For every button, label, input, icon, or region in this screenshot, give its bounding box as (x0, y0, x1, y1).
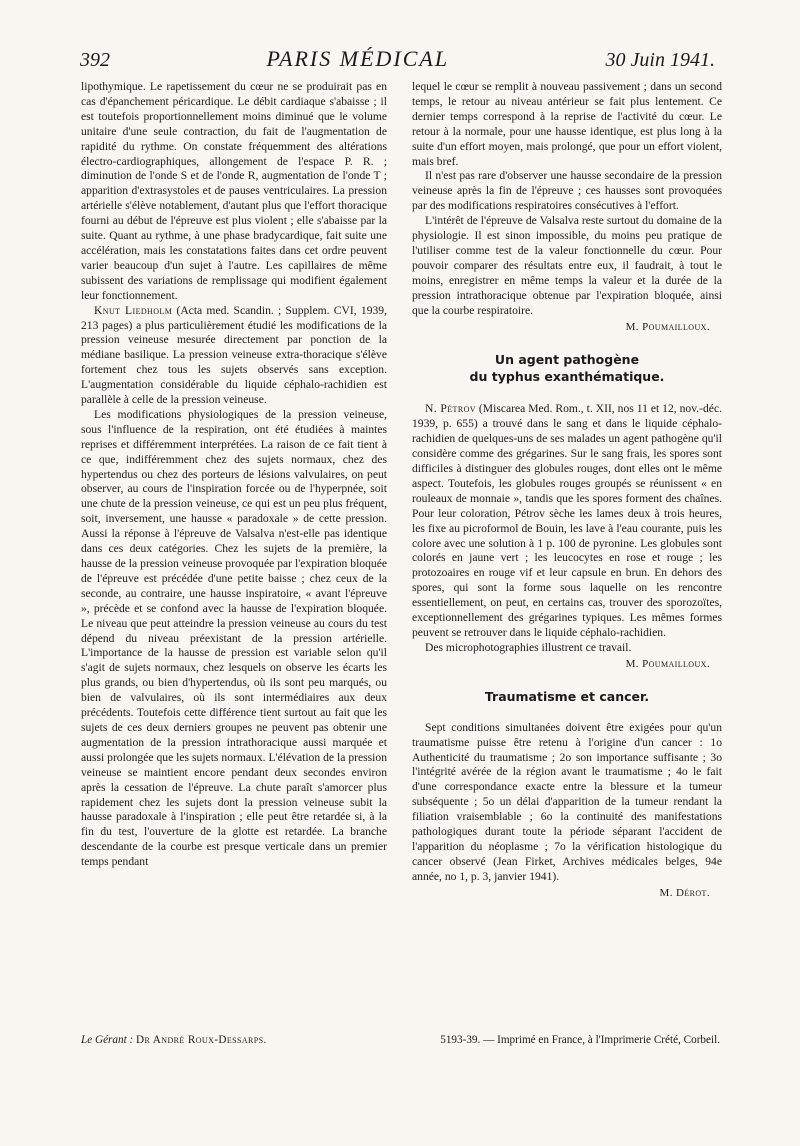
issue-date: 30 Juin 1941. (605, 49, 715, 71)
journal-title: PARIS MÉDICAL (266, 46, 450, 71)
section-title: du typhus exanthématique. (469, 369, 665, 385)
paragraph-text: (Miscarea Med. Rom., t. XII, nos 11 et 12, nov.-déc. 1939, p. 655) a trouvé dans le sang et dans le liquide céphalo-rachidien de quelques-uns de ses malades un agent pathogène qu'il considère comme des grégarines. Sur le sang frais, les spores sont difficiles à distinguer des globules rouges, dont elles ont le même aspect. Toutefois, les globules rouges groupés se réunissent « en rouleaux de monnaie », tandis que les spores forment des chaînes. Pour leur coloration, Pétrov sèche les lames deux à trois heures, les fixe au picroformol de Bouin, les lave à l'eau courante, puis les colore avec une solution à 1 p. 100 de pyronine. Les globules sont colorés en jaune vert ; les leucocytes en rose et rouge ; les protozoaires en rouge vif et leur capsule en brun. En dehors des spores, qui sont la forme sous laquelle on les rencontre essentiellement, on peut, en certains cas, trouver des sporozoïtes, exceptionnellement des grégarines typiques. Les mêmes formes peuvent se retrouver dans le liquide céphalo-rachidien. (412, 402, 722, 639)
section-title: Un agent pathogène (494, 352, 640, 368)
author-name: Knut Liedholm (94, 303, 173, 317)
paragraph (412, 402, 722, 641)
paragraph-text: (Acta med. Scandin. ; Supplem. CVI, 1939, 213 pages) a plus particulièrement étudié les modifications de la pression veineuse mesurée directement par ponction de la médiane basilique. La pression veineuse extra-thoracique s'élève fortement chez tous les sujets observés sans exception. L'augmentation considérable du liquide céphalo-rachidien est parallèle à celle de la pression veineuse. (81, 303, 387, 407)
left-column (81, 80, 387, 870)
section-title: Traumatisme et cancer. (484, 688, 650, 704)
paragraph: Sept conditions simultanées doivent être exigées pour qu'un traumatisme puisse être retenu à l'origine d'un cancer : 1o Authenticité du traumatisme ; 2o son importance suffisante ; 3o l'intégrité avérée de la région avant le traumatisme ; 4o le fait d'une correspondance exacte entre la blessure et la tumeur subséquente ; 5o un délai d'apparition de la tumeur rendant la filiation vraisemblable ; 6o la continuité des manifestations pathologiques durant toute la période séparant l'accident de l'apparition du néoplasme ; 7o la vérification histologique du cancer observé (Jean Firket, Archives médicales belges, 94e année, no 1, p. 3, janvier 1941). (412, 720, 722, 883)
author-name: N. Pétrov (425, 402, 476, 416)
gerant-label: Le Gérant : (81, 1034, 134, 1046)
printer-line: 5193-39. — Imprimé en France, à l'Imprimerie Crété, Corbeil. (440, 1034, 720, 1046)
page-footer (81, 1034, 720, 1046)
paragraph: Des microphotographies illustrent ce travail. (425, 640, 632, 654)
page-header (80, 46, 715, 78)
gerant-line (81, 1034, 267, 1046)
paragraph: Il n'est pas rare d'observer une hausse secondaire de la pression veineuse après la fin de l'épreuve ; ces hausses sont provoquées par des modifications respiratoires consécutives à l'effort. (412, 169, 722, 213)
page-number: 392 (80, 49, 110, 71)
signature: M. Poumailloux. (625, 657, 710, 670)
signature: M. Dérot. (659, 886, 710, 899)
paragraph: L'intérêt de l'épreuve de Valsalva reste surtout du domaine de la physiologie. Il est sinon impossible, du moins peu pratique de l'utiliser comme test de la valeur fonctionnelle du cœur. Pour pouvoir comparer des résultats entre eux, il faudrait, à tout le moins, enregistrer en même temps la valeur et la durée de la pression intrathoracique obtenue par l'expiration bloquée, ainsi que la courbe respiratoire. (412, 214, 722, 317)
gerant-name: Dr André Roux-Dessarps. (136, 1034, 267, 1046)
paragraph (81, 304, 387, 408)
signature: M. Poumailloux. (625, 320, 710, 333)
right-column (412, 80, 722, 901)
paragraph: lequel le cœur se remplit à nouveau passivement ; dans un second temps, le retour au niveau antérieur se fait plus lentement. Ce dernier temps correspond à la reprise de l'activité du cœur. Le retour à la normale, pour une hausse identique, est plus long à la suite d'un effort moyen, mais prolongé, que pour un effort violent, mais bref. (412, 80, 722, 168)
paragraph: Les modifications physiologiques de la pression veineuse, sous l'influence de la respiration, ont été étudiées à maintes reprises et différemment interprétées. La raison de ce fait tient à ce que, indifféremment chez des sujets normaux, chez des hypertendus ou chez des porteurs de lésions valvulaires, on peut observer, au cours de l'inspiration forcée ou de l'hyperpnée, soit une chute de la pression veineuse, ce qui est un peu plus fréquent, soit, inversement, une hausse « paradoxale » de cette pression. Aussi la réponse à l'épreuve de Valsalva n'est-elle pas identique dans ces deux catégories. Chez les sujets de la première, la hausse de la pression veineuse provoquée par l'expiration bloquée de l'épreuve est précédée d'une petite baisse ; chez ceux de la seconde, au contraire, une hausse inspiratoire, « avant l'épreuve », précède et se confond avec la hausse de l'expiration bloquée. Le niveau que peut atteindre la pression veineuse au cours du test dépend du niveau préexistant de la pression artérielle. L'importance de la hausse de pression est variable selon qu'il s'agit de sujets normaux, chez lesquels on observe les écarts les plus grands, ou bien d'hypertendus, où ils sont peu marqués, ou bien de valvulaires, où ils sont intermédiaires aux deux précédents. Toutefois cette différence tient surtout au fait que les sujets de ces deux derniers groupes ne peuvent pas obtenir une augmentation de la pression intrathoracique aussi marquée et aussi prolongée que les sujets normaux. L'élévation de la pression veineuse se maintient encore pendant deux secondes environ après la cessation de l'épreuve. La chute paraît s'amorcer plus rapidement chez les sujets dont la pression veineuse subit la hausse paradoxale à l'inspiration ; elle peut être retardée si, à la fin du test, l'ouverture de la glotte est retardée. La branche descendante de la courbe est presque verticale dans un premier temps pendant (81, 407, 387, 869)
paragraph: lipothymique. Le rapetissement du cœur ne se produirait pas en cas d'épanchement péricardique. Le débit cardiaque s'abaisse ; il est toutefois proportionnellement moins diminué que le volume unitaire d'une seule contraction, du fait de l'augmentation de rapidité du rythme. On constate fréquemment des altérations électro-cardiographiques, allongement de l'espace P. R. ; diminution de l'onde S et de l'onde R, augmentation de l'onde T ; apparition d'extrasystoles et de pauses ventriculaires. La pression artérielle s'élève notablement, d'autant plus que l'effort thoracique fourni au début de l'épreuve est plus violent ; elle s'abaisse par la suite. Quant au rythme, à une phase bradycardique, fait suite une accélération, mais les constatations faites dans cet ordre peuvent varier beaucoup d'un sujet à l'autre. Les capillaires de même subissent des variations de remplissage qui modifient également leur fonctionnement. (81, 80, 387, 302)
